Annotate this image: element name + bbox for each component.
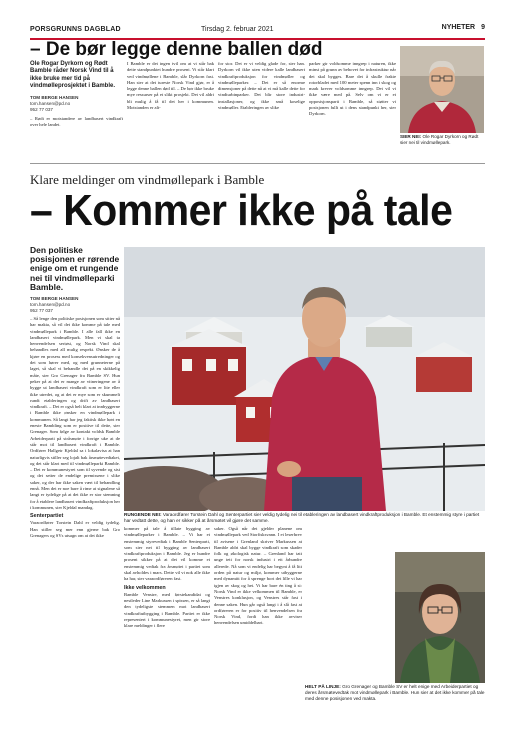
col2-body: kommer på tale å tillate bygging av vindmølleparker i Bamble. – Vi har et enstemmig styrevedtak i Bamble Senterparti, som sier nei til bygging av landbasert vindkraftproduksjon i Bamble. Jeg er hundre prosent sikker på at det vil komme et enstemmig vedtak fra årsmøtet i partiet som skal avholdes i mars. Dette vil vi nok alle ikke ha har, sier varaordføreren fast. xyxy=(124,526,210,582)
portrait-photo-dyrkorn xyxy=(400,46,484,133)
caption-text: Gro Grenager og Bamble SV er helt enige med Arbeiderpartiet og deres årsmøtevedtak mot vindmøllepark i Bamble. Hun sier at det ikke kommer på tale med denne posisjonen ved makta. xyxy=(305,684,485,701)
main-article-col2 xyxy=(124,526,210,733)
newspaper-name: PORSGRUNNS DAGBLAD xyxy=(30,26,121,33)
byline-email[interactable]: tom.hansen@pd.no xyxy=(30,302,71,308)
caption-label: RUNGENDE NEI: xyxy=(124,512,162,517)
main-article-col3: saker. Også når det gjelder planene om vindmøllepark ved Storfisksvann. I et leserbrev til avisene i Grenland skriver Markussen at Bamble aldri skal bygge vindkraft som skader folk og økologisk natur. – Grenland har tatt unge tett for norsk industri i ett århundre allerede. Nå som vi endelig har begynt å få litt orden på natur og miljø, kommer utbyggerne med dynamitt for å sprenge bort det lille vi har igjen av skog og hei. Vi har bare én ting å si: Norsk Vind er ikke velkommen til Bamble, er Venstres konklusjon, og Venstres står fast i denne saken. Hun går også langt i å slå fast at ordføreren er for positiv til henvendelsen fra Norsk Vind, fordi han ikke avviser henvendelsen umiddelbart. xyxy=(214,526,302,626)
top-article-col2: I Bamble er det ingen tvil om at vi står bak dette standpunktet hundre prosent. Vi står klart ved vindmøllene i Bamble, slår Dyrkorn fast. Han sier at det tureste Norsk Vind gjør, er å legge denne ballen død til. – De bør ikke bruke mye ressurser på et slikt prosjekt. Det vil aldri bli mulig å få til det her i kommunen. Motstanden er alt- xyxy=(127,61,214,111)
main-ingress-text: Den politiske posisjonen er rørende enige om et rungende nei til vindmølleparki Bamble. xyxy=(30,245,120,292)
caption-text: Ole Rogar Dyrkorn og Rødt sier nei til vindmøllepark. xyxy=(400,134,479,145)
col1-body: – Så lenge den politiske posisjonen som sitter nå har makta, så vil det ikke komme på tale med vindmøllepark i Bamble. I alle fall ikke en landbasert vindmøllepark. Men vi skal ta henvendelsen seriøst, og Norsk Vind skal behandles med all mulig respekt. Ønsker de å kjøre en prosess med konsekvensutredninger og det som hører med, og med grunneierne på laget, så skal vi behandle det på en skikkelig måte, sier Gro Grenager fra Bamble SV. Hun peker på at det er mange av vitneringene av å bygge ut landbasert vindkraft som er lite eller ikke utredet, og at det er mye som er skummelt rundt etableringen og drift av landbasert vindkraft. – Det er også helt klart at innbyggerne i Bamble ikke ønsker en vindmøllepark i kommunen. Så langt har jeg faktisk ikke hørt en eneste Bambling som er positive til dette, sier Grenager. Som følge av kontakt voldsk Bamble Arbeiderparti på stråsmøte i forrige uke at de står mot til landbasert vindkraft i Bamble. Ordfører Hallgeir Kjeldal sa i lokalavisa at han naturligvis stiller seg lojalt bak årsmøtevedtaket, og det står klart med til vindmølleparki Bamble. – Det er kommunestyret som til syvende og sist og det setter de endelige premissene i slike saker, og der har ikke saken vært til behandling ennå. Men det er noe bare å rime at signalene så langt er tydelige på at det ikke er stor stemning for å etablere landbasert vindkraftproduksjon her i kommunen, sier Kjeldal mandag. xyxy=(30,316,120,510)
top-article-col1: – Rødt er motstandere av landbasert vindkraft over hele landet. xyxy=(30,115,123,127)
col2-subhead: Ikke velkommen xyxy=(124,584,166,591)
col1-subhead: Senterpartiet xyxy=(30,513,64,520)
caption-text: Varaordfører Torstein Dahl og Senterpartiet sier veldig tydelig nei til etableringen av landbasert vindkraftproduksjon i Bamble. Et enstemmig styre i partiet har vedtatt dette, og han er sikker på at årsmøtet vil gjøre det samme. xyxy=(124,512,480,523)
main-article-col1 xyxy=(30,316,120,734)
col2-tail: Bamble Venstre, med førstekandidat og nestleder Line Markussen i spissen, er så langt den tydeligste stemmen mot landbasert vindkraftutbygging i Bamble. Partiet er ikke representert i kommunestyret, men gir store klare meldinger i flere xyxy=(124,591,210,629)
col1-tail: Varaordfører Torstein Dahl er veldig tydelig. Han stiller seg mer enn gjerne bak Gro Grenagers og SVs utsagn om at det ikke xyxy=(30,520,120,538)
section-label: NYHETER xyxy=(441,24,476,31)
byline-name: TOM BERGE HANSEN xyxy=(30,296,79,302)
section-divider xyxy=(30,163,485,164)
main-article-headline: – Kommer ikke på tale xyxy=(30,186,453,235)
byline-phone: 952 77 037 xyxy=(30,106,53,112)
main-photo-illustration xyxy=(124,247,485,511)
main-photo-dahl xyxy=(124,247,485,511)
top-article-col3: for stor. Det er vi veldig glade for, sier han. Dyrkorn vil ikke uten videre kalle landbasert vindkraftproduksjon for vindmøller og vindmølleparker. – Det er så enorme dimensjoner på dette nå at vi må kalle dette for vindturbinparker. Det blir store industri-installasjoner, og ikke små koselige vindmøller. Etableringen av slike xyxy=(218,61,305,111)
main-photo-caption xyxy=(124,512,485,524)
top-ingress-text: Ole Rogar Dyrkorn og Rødt Bamble råder Norsk Vind til å ikke bruke mer tid på vindmølleprosjektet i Bamble. xyxy=(30,61,116,90)
main-article-ingress xyxy=(30,246,120,314)
main-article-kicker: Klare meldinger om vindmøllepark i Bamble xyxy=(30,172,265,187)
top-photo-caption xyxy=(400,134,485,145)
byline-phone: 952 77 037 xyxy=(30,308,53,314)
caption-label: SIER NEI: xyxy=(400,134,422,139)
page-number: 9 xyxy=(481,24,485,31)
section-and-page xyxy=(442,24,485,31)
issue-date: Tirsdag 2. februar 2021 xyxy=(201,26,274,33)
portrait-illustration xyxy=(400,46,484,133)
portrait-illustration xyxy=(395,552,485,683)
top-article-headline: – De bør legge denne ballen død xyxy=(30,39,323,60)
portrait-photo-grenager xyxy=(395,552,485,683)
second-photo-caption xyxy=(305,684,485,701)
main-byline xyxy=(30,296,120,314)
top-article-col4: parker gir voldsomme inngrep i naturen, ikke minst på grunn av behovet for infrastruktur når det skal bygges. Bare det å skulle frakte rotorbladet med 100 meter spenn inn i skog og mark krever voldsomme inngrep. Det vil vi ikke være med på. Selv om vi er et opposisjonsparti i Bamble, så støtter vi posisjonen fullt ut i dens standpunkt her, sier Dyrkorn. xyxy=(309,61,396,117)
caption-label: HELT PÅ LINJE: xyxy=(305,684,341,689)
byline-email[interactable]: tom.hansen@pd.no xyxy=(30,100,71,106)
top-byline xyxy=(30,95,123,113)
top-article-ingress xyxy=(30,61,123,128)
byline-name: TOM BERGE HANSEN xyxy=(30,94,79,100)
page-header xyxy=(30,26,485,40)
